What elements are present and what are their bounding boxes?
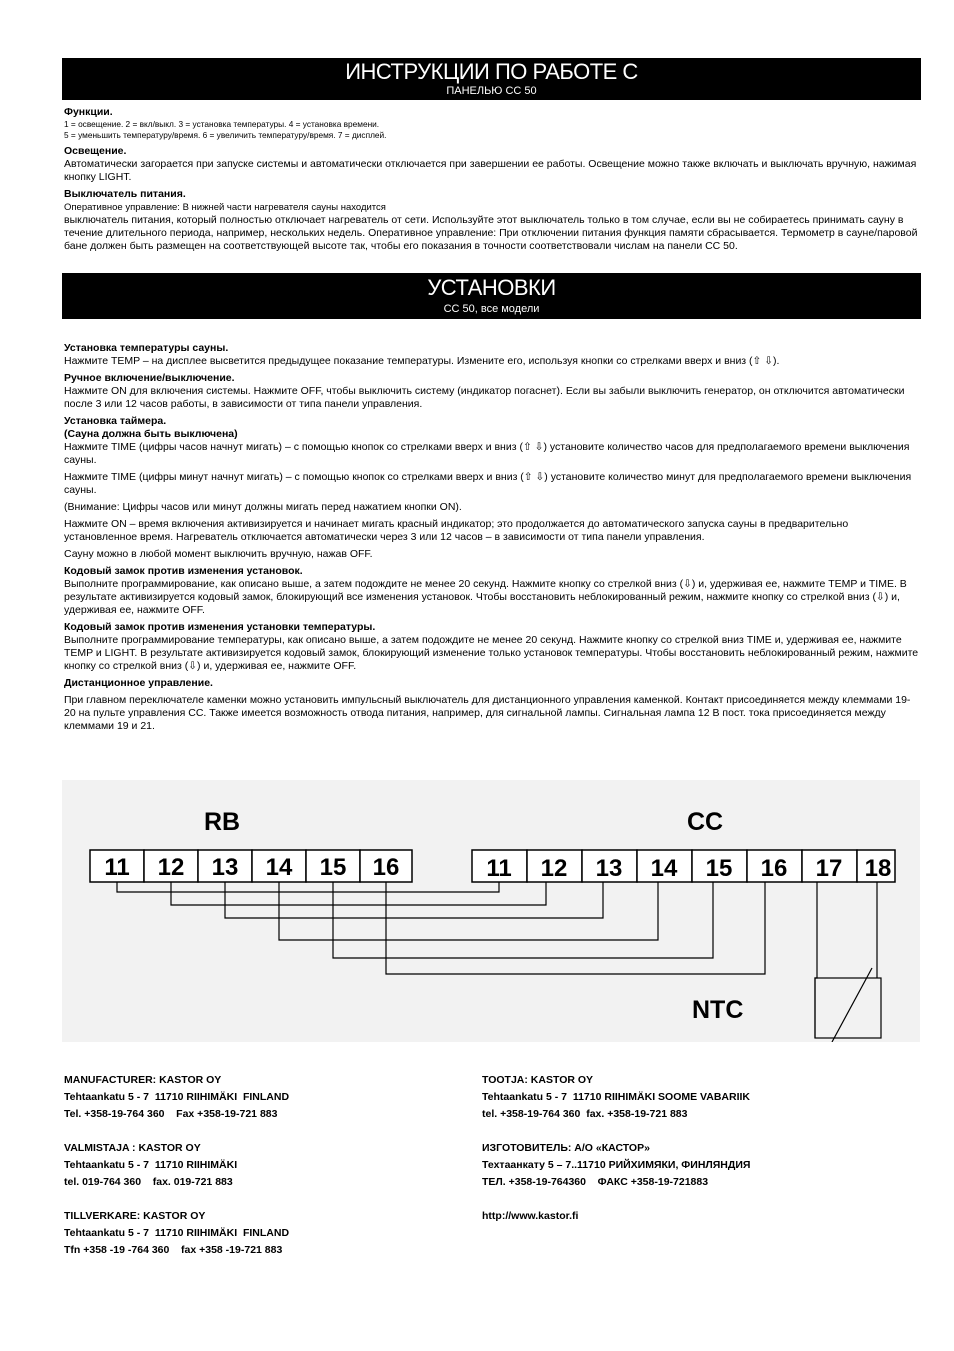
- footer-right: [482, 1072, 750, 1225]
- manufacturer-en-address: Tehtaankatu 5 - 7 11710 RIIHIMÄKI FINLAND: [64, 1091, 290, 1103]
- manufacturer-fi-address: Tehtaankatu 5 - 7 11710 RIIHIMÄKI: [64, 1159, 238, 1171]
- rb-label: RB: [204, 808, 241, 836]
- rb-terminal-11: 11: [104, 854, 130, 881]
- page-title: ИНСТРУКЦИИ ПО РАБОТЕ С: [345, 59, 638, 84]
- rb-terminal-12: 12: [157, 854, 185, 881]
- footer-left: [64, 1072, 289, 1259]
- timer-note: (Внимание: Цифры часов или минут должны мигать перед нажатием кнопки ON).: [64, 501, 462, 513]
- manufacturer-et-address: Tehtaankatu 5 - 7 11710 RIIHIMÄKI SOOME VABARIIK: [482, 1091, 751, 1103]
- manufacturer-ru-phone: ТЕЛ. +358-19-764360 ФАКС +358-19-721883: [482, 1176, 709, 1188]
- timer-subheading: (Сауна должна быть выключена): [64, 428, 238, 440]
- title-banner-settings: [62, 273, 921, 319]
- temp-lock-heading: Кодовый замок против изменения установки температуры.: [64, 621, 376, 633]
- rb-terminal-15: 15: [319, 854, 347, 881]
- title-banner-instructions: [62, 58, 921, 100]
- rb-terminal-14: 14: [265, 854, 293, 881]
- manufacturer-en-name: MANUFACTURER: KASTOR OY: [64, 1074, 222, 1086]
- manufacturer-fi-name: VALMISTAJA : KASTOR OY: [64, 1142, 201, 1154]
- manufacturer-en-phone: Tel. +358-19-764 360 Fax +358-19-721 883: [64, 1108, 278, 1120]
- manufacturer-ru-address: Техтаанкату 5 – 7..11710 РИЙХИМЯКИ, ФИНЛЯНДИЯ: [482, 1159, 751, 1171]
- cc-terminal-12: 12: [540, 855, 568, 882]
- rb-terminal-13: 13: [211, 854, 239, 881]
- temp-heading: Установка температуры сауны.: [64, 342, 229, 354]
- functions-line-1: 1 = освещение. 2 = вкл/выкл. 3 = установка температуры. 4 = установка времени.: [64, 119, 380, 129]
- cc-terminal-11: 11: [486, 855, 512, 882]
- cc-terminal-15: 15: [705, 855, 733, 882]
- cc-label: CC: [687, 808, 724, 836]
- power-text: выключатель питания, который полностью отключает нагреватель от сети. Используйте этот выключатель только в том случае, если вы не собираетесь принимать сауну в течение длительного периода, например, нескольких недель. Оперативное управление: При отключении питания функция памяти сбрасывается. Термометр в сауне/паровой бане должен быть размещен на соответствующей высоте так, чтобы его показания в точности соответствовали числам на панели CC 50.: [64, 214, 918, 252]
- temp-lock-text: Выполните программирование температуры, как описано выше, а затем подождите не менее 20 секунд. Нажмите кнопку со стрелкой вниз TIME и, удерживая ее, нажмите TEMP и LIGHT. В результате активизируется кодовый замок, блокирующий изменение только установок температуры. Чтобы восстановить неблокированный режим, нажмите кнопку со стрелкой вниз (⇩) и, удерживая ее, нажмите OFF.: [64, 634, 919, 672]
- wiring-diagram: [62, 780, 920, 1042]
- lighting-text: Автоматически загорается при запуске системы и автоматически отключается при завершении ее работы. Освещение можно также включать и выключать вручную, нажимая кнопку LIGHT.: [64, 158, 917, 183]
- manufacturer-sv-address: Tehtaankatu 5 - 7 11710 RIIHIMÄKI FINLAND: [64, 1227, 290, 1239]
- timer-on-text: Нажмите ON – время включения активизируется и начинает мигать красный индикатор; это продолжается до автоматического запуска сауны в предварительно установленное время. Нагреватель отключается автоматически через 3 или 12 часов – в зависимости от типа панели управления.: [64, 518, 849, 543]
- settings-title: УСТАНОВКИ: [427, 275, 556, 300]
- manufacturer-fi-phone: tel. 019-764 360 fax. 019-721 883: [64, 1176, 233, 1188]
- rb-terminal-16: 16: [372, 854, 400, 881]
- cc-terminal-17: 17: [815, 855, 843, 882]
- manufacturer-et-phone: tel. +358-19-764 360 fax. +358-19-721 883: [482, 1108, 688, 1120]
- cc-terminal-18: 18: [864, 855, 892, 882]
- timer-hours-text: Нажмите TIME (цифры часов начнут мигать) – с помощью кнопок со стрелками вверх и вниз (⇧ ⇩) установите количество часов для предполагаемого времени выключения сауны.: [64, 441, 910, 466]
- functions-line-2: 5 = уменьшить температуру/время. 6 = увеличить температуру/время. 7 = дисплей.: [64, 130, 387, 140]
- cc-terminal-16: 16: [760, 855, 788, 882]
- lock-text: Выполните программирование, как описано выше, а затем подождите не менее 20 секунд. Нажмите кнопку со стрелкой вниз (⇩) и, удерживая ее, нажмите TEMP и TIME. В результате активизируется кодовый замок, блокирующий все изменения установок. Чтобы восстановить неблокированный режим, нажмите кнопку со стрелкой вниз (⇩) и, удерживая ее, нажмите OFF.: [64, 578, 907, 616]
- intro-section: [64, 106, 920, 253]
- remote-heading: Дистанционное управление.: [64, 677, 213, 689]
- functions-heading: Функции.: [64, 106, 113, 118]
- settings-subtitle: CC 50, все модели: [443, 303, 540, 315]
- manual-heading: Ручное включение/выключение.: [64, 372, 235, 384]
- remote-text: При главном переключателе каменки можно установить импульсный выключатель для дистанционного управления каменкой. Контакт присоединяется между клеммами 19-20 на пульте управления CC. Также имеется возможность отвода питания, например, для сигнальной лампы. Сигнальная лампа 12 В пост. тока присоединяется между клеммами 19 и 21.: [64, 694, 911, 732]
- manufacturer-sv-name: TILLVERKARE: KASTOR OY: [64, 1210, 206, 1222]
- lock-heading: Кодовый замок против изменения установок.: [64, 565, 303, 577]
- power-heading: Выключатель питания.: [64, 188, 186, 200]
- timer-minutes-text: Нажмите TIME (цифры минут начнут мигать) – с помощью кнопок со стрелками вверх и вниз (⇧ ⇩) установите количество минут для предполагаемого времени выключения сауны.: [64, 471, 912, 496]
- manufacturer-ru-name: ИЗГОТОВИТЕЛЬ: А/О «КАСТОР»: [482, 1142, 650, 1154]
- temp-text: Нажмите TEMP – на дисплее высветится предыдущее показание температуры. Измените его, используя кнопки со стрелками вверх и вниз (⇧ ⇩).: [64, 355, 780, 367]
- timer-heading: Установка таймера.: [64, 415, 167, 427]
- ntc-label: NTC: [692, 996, 744, 1024]
- website-link[interactable]: http://www.kastor.fi: [482, 1210, 579, 1222]
- page-subtitle: ПАНЕЛЬЮ CC 50: [446, 85, 537, 97]
- timer-off-text: Сауну можно в любой момент выключить вручную, нажав OFF.: [64, 548, 373, 560]
- settings-section: [64, 342, 920, 733]
- cc-terminal-13: 13: [595, 855, 623, 882]
- lighting-heading: Освещение.: [64, 145, 127, 157]
- manufacturer-sv-phone: Tfn +358 -19 -764 360 fax +358 -19-721 883: [64, 1244, 283, 1256]
- manufacturer-et-name: TOOTJA: KASTOR OY: [482, 1074, 594, 1086]
- manual-text: Нажмите ON для включения системы. Нажмите OFF, чтобы выключить систему (индикатор погаснет). Если вы забыли выключить генератор, он отключится автоматически после 3 или 12 часов работы, в зависимости от типа панели управления.: [64, 385, 905, 410]
- cc-terminal-14: 14: [650, 855, 678, 882]
- power-line-1: Оперативное управление: В нижней части нагревателя сауны находится: [64, 202, 386, 213]
